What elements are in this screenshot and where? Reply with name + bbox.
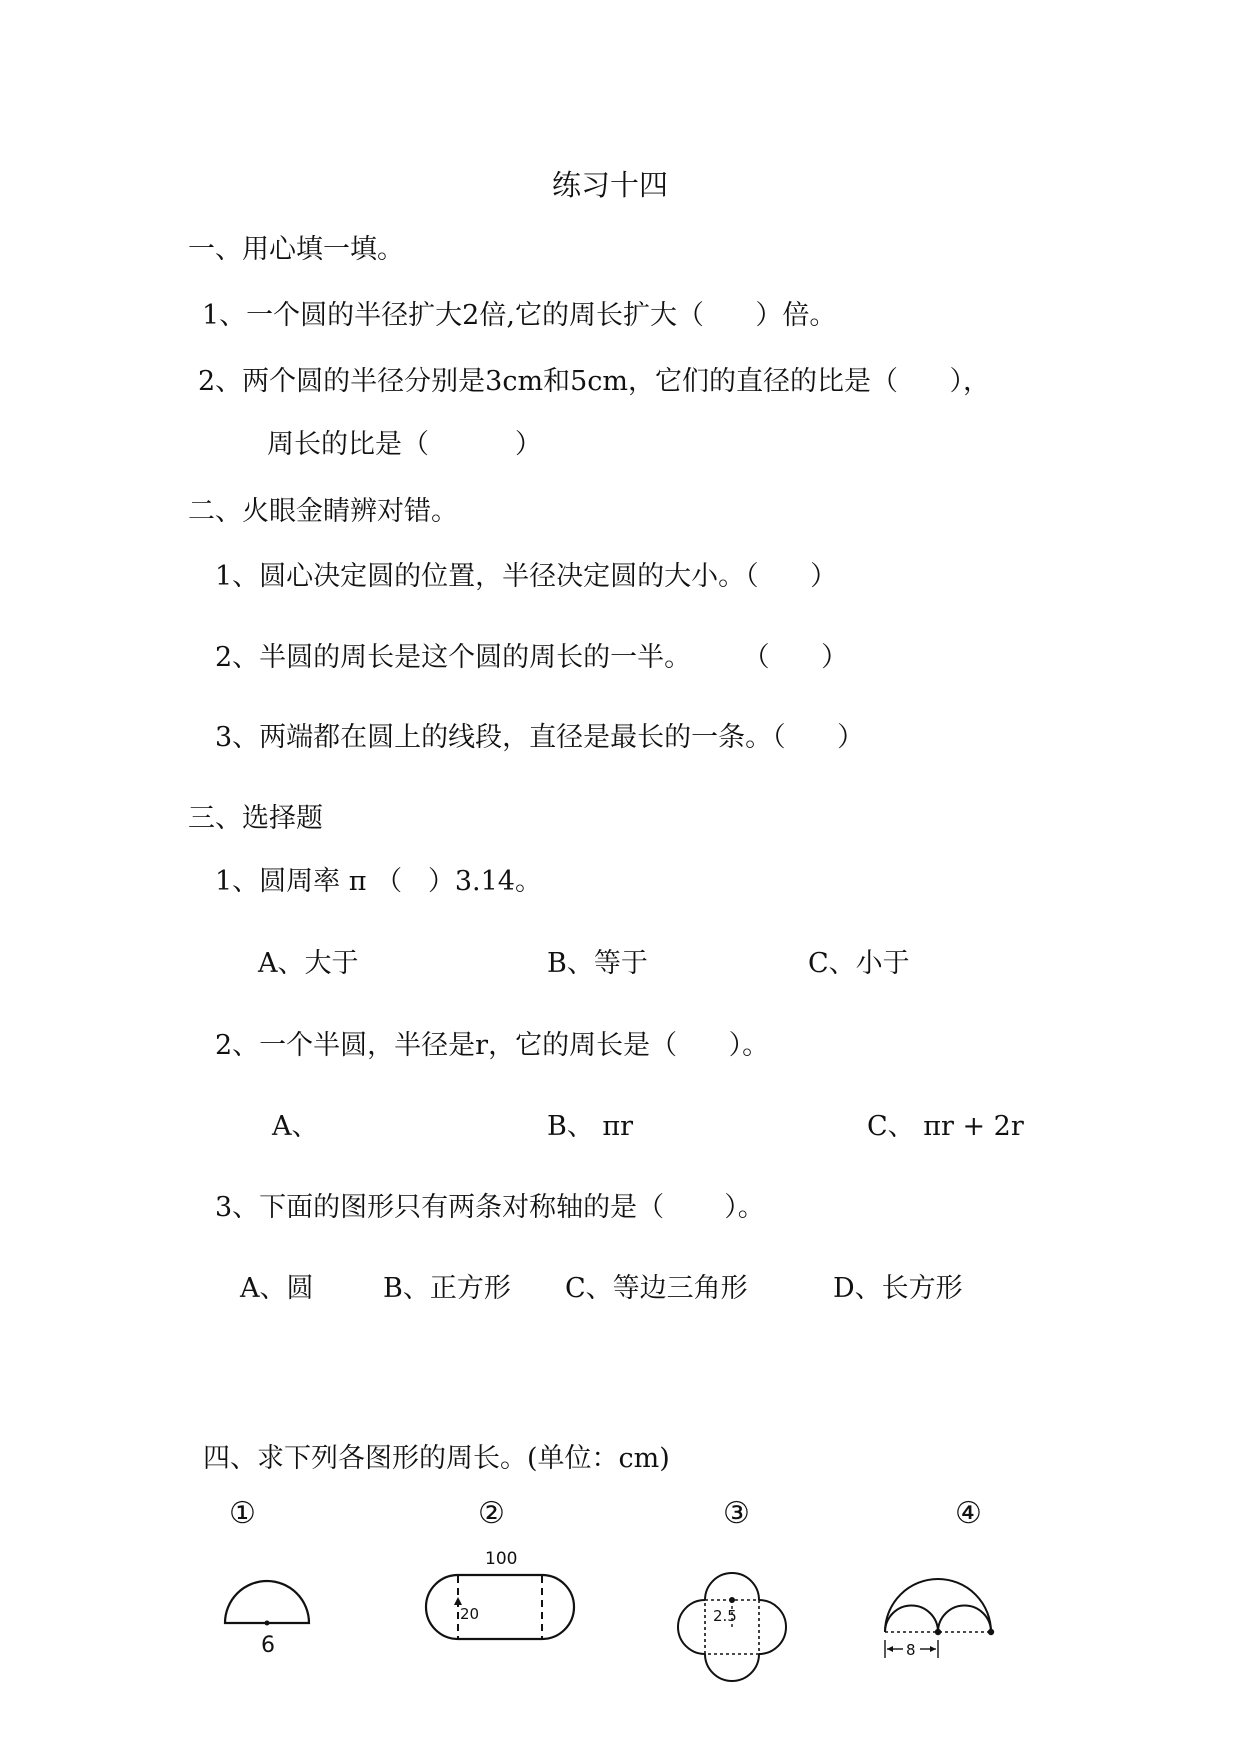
figure-2-stadium bbox=[410, 1545, 590, 1655]
section3-question-2: 2、一个半圆，半径是r，它的周长是（ ）。 bbox=[215, 1030, 770, 1061]
q1-option-c: C、小于 bbox=[808, 948, 910, 979]
section1-question-2-line1: 2、两个圆的半径分别是3cm和5cm，它们的直径的比是（ ）， bbox=[198, 366, 990, 397]
section4-heading: 四、求下列各图形的周长。(单位：cm) bbox=[203, 1443, 670, 1474]
section3-question-3: 3、下面的图形只有两条对称轴的是（ ）。 bbox=[215, 1192, 765, 1223]
figure-2-marker: ② bbox=[478, 1496, 505, 1531]
q3-option-b: B、正方形 bbox=[383, 1273, 511, 1304]
q2-option-b: B、 πr bbox=[547, 1111, 634, 1142]
q2-option-c: C、 πr + 2r bbox=[867, 1111, 1024, 1142]
figure-1-label: 6 bbox=[261, 1633, 275, 1655]
q3-option-d: D、长方形 bbox=[833, 1273, 963, 1304]
section1-heading: 一、用心填一填。 bbox=[188, 234, 404, 265]
section3-question-1: 1、圆周率 π （ ）3.14。 bbox=[215, 866, 542, 897]
figure-4-label: 8 bbox=[906, 1641, 916, 1659]
q1-option-a: A、大于 bbox=[258, 948, 359, 979]
figure-3-marker: ③ bbox=[723, 1496, 750, 1531]
section2-question-1: 1、圆心决定圆的位置，半径决定圆的大小。（ ） bbox=[215, 561, 838, 592]
section2-heading: 二、火眼金睛辨对错。 bbox=[188, 496, 458, 527]
page-title: 练习十四 bbox=[552, 168, 669, 202]
figure-3-four-semicircles bbox=[665, 1555, 800, 1705]
section2-question-3: 3、两端都在圆上的线段，直径是最长的一条。（ ） bbox=[215, 722, 865, 753]
figure-4-marker: ④ bbox=[955, 1496, 982, 1531]
figure-2-side-label: 20 bbox=[460, 1605, 480, 1623]
section2-question-2: 2、半圆的周长是这个圆的周长的一半。 （ ） bbox=[215, 642, 849, 673]
q3-option-c: C、等边三角形 bbox=[565, 1273, 748, 1304]
figure-4-nested-semicircles bbox=[870, 1560, 1000, 1670]
q1-option-b: B、等于 bbox=[547, 948, 648, 979]
section1-question-2-line2: 周长的比是（ ） bbox=[267, 429, 542, 460]
q2-option-a: A、 bbox=[272, 1111, 319, 1142]
figure-1-semicircle bbox=[215, 1555, 325, 1655]
figure-2-top-label: 100 bbox=[485, 1549, 518, 1569]
q3-option-a: A、圆 bbox=[240, 1273, 314, 1304]
section1-question-1: 1、一个圆的半径扩大2倍,它的周长扩大（ ）倍。 bbox=[202, 300, 837, 331]
figure-1-marker: ① bbox=[229, 1496, 256, 1531]
figure-3-label: 2.5 bbox=[713, 1607, 737, 1625]
section3-heading: 三、选择题 bbox=[188, 803, 323, 834]
